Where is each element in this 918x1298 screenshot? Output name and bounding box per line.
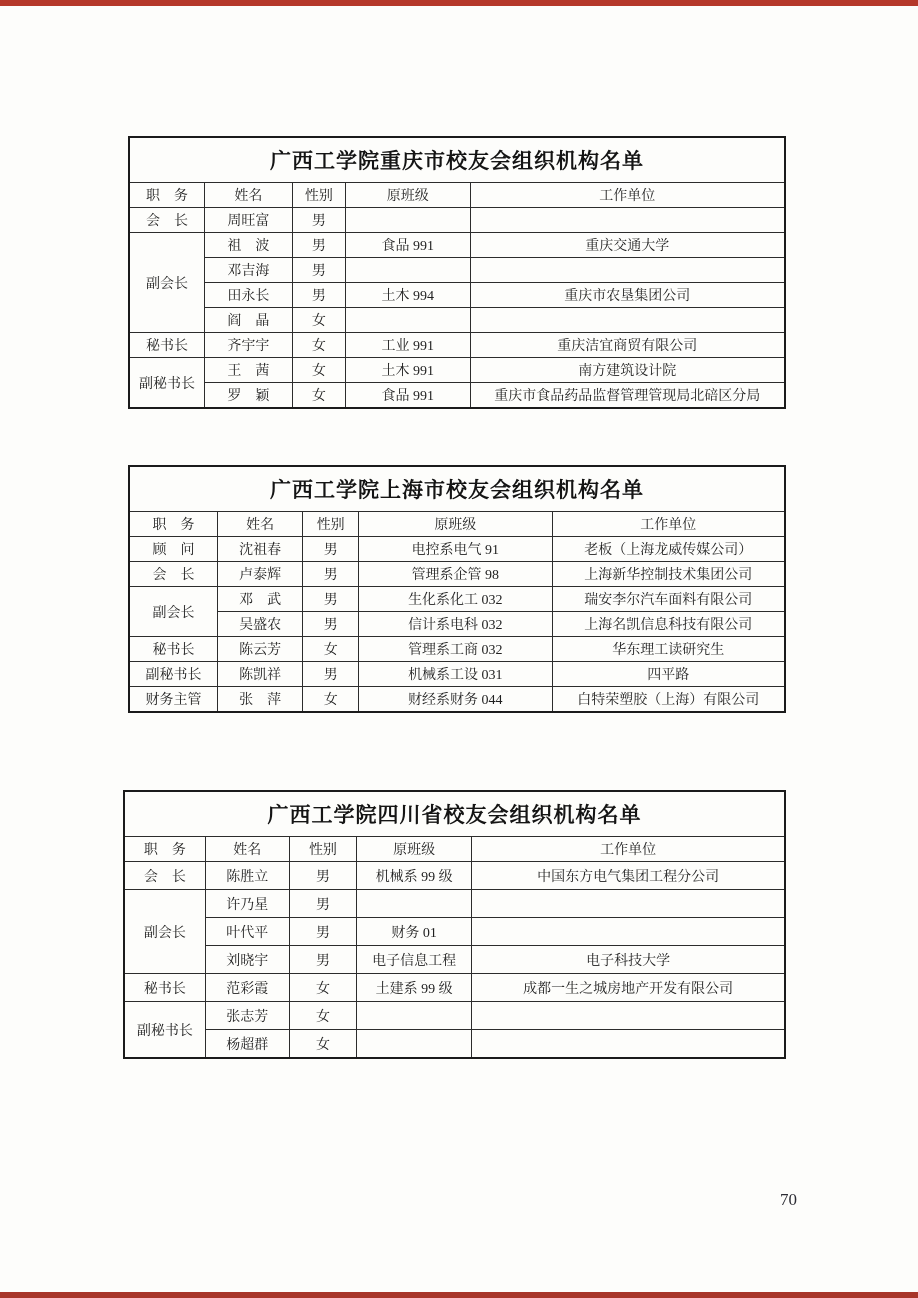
gender-cell: 男 xyxy=(289,946,356,974)
column-header: 原班级 xyxy=(345,183,470,208)
name-cell: 罗 颖 xyxy=(204,383,292,409)
class-cell xyxy=(357,1002,472,1030)
workplace-cell xyxy=(472,1030,785,1059)
table-row xyxy=(129,358,785,383)
table-shanghai-alumni xyxy=(128,465,786,713)
table-title: 广西工学院重庆市校友会组织机构名单 xyxy=(129,137,785,183)
column-header: 工作单位 xyxy=(472,837,785,862)
gender-cell: 男 xyxy=(303,537,359,562)
workplace-cell: 四平路 xyxy=(552,662,785,687)
workplace-cell: 成都一生之城房地产开发有限公司 xyxy=(472,974,785,1002)
gender-cell: 男 xyxy=(289,890,356,918)
table-row xyxy=(124,1002,785,1030)
name-cell: 范彩霞 xyxy=(205,974,289,1002)
table-row xyxy=(124,974,785,1002)
table-row xyxy=(129,383,785,409)
column-header: 职 务 xyxy=(129,512,218,537)
column-header: 性别 xyxy=(289,837,356,862)
gender-cell: 男 xyxy=(292,283,345,308)
gender-cell: 男 xyxy=(292,208,345,233)
table-row xyxy=(124,946,785,974)
column-header: 性别 xyxy=(292,183,345,208)
table-row xyxy=(124,862,785,890)
position-cell: 副会长 xyxy=(129,233,204,333)
position-cell: 会 长 xyxy=(124,862,205,890)
column-header: 原班级 xyxy=(359,512,553,537)
name-cell: 杨超群 xyxy=(205,1030,289,1059)
gender-cell: 男 xyxy=(292,233,345,258)
name-cell: 陈凯祥 xyxy=(218,662,303,687)
table-row xyxy=(129,283,785,308)
name-cell: 吴盛农 xyxy=(218,612,303,637)
gender-cell: 女 xyxy=(292,308,345,333)
name-cell: 张 萍 xyxy=(218,687,303,713)
table-row xyxy=(129,208,785,233)
page-number: 70 xyxy=(780,1190,797,1209)
table-row xyxy=(129,612,785,637)
gender-cell: 女 xyxy=(292,383,345,409)
table-row xyxy=(124,918,785,946)
workplace-cell: 电子科技大学 xyxy=(472,946,785,974)
position-cell: 副会长 xyxy=(129,587,218,637)
position-cell: 秘书长 xyxy=(124,974,205,1002)
gender-cell: 女 xyxy=(289,1030,356,1059)
column-header: 原班级 xyxy=(357,837,472,862)
table-row xyxy=(129,308,785,333)
roster-table xyxy=(128,465,786,713)
class-cell: 财经系财务 044 xyxy=(359,687,553,713)
roster-table xyxy=(128,136,786,409)
name-cell: 祖 波 xyxy=(204,233,292,258)
workplace-cell xyxy=(472,890,785,918)
gender-cell: 女 xyxy=(303,687,359,713)
gender-cell: 男 xyxy=(292,258,345,283)
class-cell: 土木 991 xyxy=(345,358,470,383)
column-header: 性别 xyxy=(303,512,359,537)
position-cell: 会 长 xyxy=(129,562,218,587)
name-cell: 邓吉海 xyxy=(204,258,292,283)
class-cell xyxy=(345,258,470,283)
workplace-cell: 华东理工读研究生 xyxy=(552,637,785,662)
name-cell: 陈胜立 xyxy=(205,862,289,890)
workplace-cell xyxy=(470,258,785,283)
workplace-cell xyxy=(470,208,785,233)
class-cell: 财务 01 xyxy=(357,918,472,946)
workplace-cell: 瑞安李尔汽车面料有限公司 xyxy=(552,587,785,612)
table-title: 广西工学院上海市校友会组织机构名单 xyxy=(129,466,785,512)
table-row xyxy=(124,1030,785,1059)
workplace-cell: 重庆市农垦集团公司 xyxy=(470,283,785,308)
column-header: 姓名 xyxy=(218,512,303,537)
workplace-cell: 上海新华控制技术集团公司 xyxy=(552,562,785,587)
name-cell: 卢泰辉 xyxy=(218,562,303,587)
class-cell: 生化系化工 032 xyxy=(359,587,553,612)
class-cell: 工业 991 xyxy=(345,333,470,358)
name-cell: 陈云芳 xyxy=(218,637,303,662)
table-row xyxy=(129,537,785,562)
table-row xyxy=(129,333,785,358)
table-chongqing-alumni xyxy=(128,136,786,409)
column-header: 工作单位 xyxy=(470,183,785,208)
name-cell: 许乃星 xyxy=(205,890,289,918)
name-cell: 邓 武 xyxy=(218,587,303,612)
column-header: 职 务 xyxy=(129,183,204,208)
class-cell: 管理系企管 98 xyxy=(359,562,553,587)
workplace-cell xyxy=(472,918,785,946)
class-cell: 食品 991 xyxy=(345,383,470,409)
position-cell: 会 长 xyxy=(129,208,204,233)
table-row xyxy=(124,890,785,918)
gender-cell: 男 xyxy=(289,918,356,946)
gender-cell: 女 xyxy=(303,637,359,662)
class-cell xyxy=(357,1030,472,1059)
column-header: 姓名 xyxy=(205,837,289,862)
column-header: 职 务 xyxy=(124,837,205,862)
workplace-cell: 老板（上海龙威传媒公司） xyxy=(552,537,785,562)
workplace-cell: 重庆市食品药品监督管理管现局北碚区分局 xyxy=(470,383,785,409)
name-cell: 阎 晶 xyxy=(204,308,292,333)
gender-cell: 男 xyxy=(289,862,356,890)
name-cell: 刘晓宇 xyxy=(205,946,289,974)
gender-cell: 女 xyxy=(289,1002,356,1030)
class-cell: 管理系工商 032 xyxy=(359,637,553,662)
workplace-cell: 重庆交通大学 xyxy=(470,233,785,258)
class-cell: 食品 991 xyxy=(345,233,470,258)
gender-cell: 男 xyxy=(303,662,359,687)
workplace-cell: 南方建筑设计院 xyxy=(470,358,785,383)
table-row xyxy=(129,233,785,258)
class-cell: 电子信息工程 xyxy=(357,946,472,974)
class-cell: 电控系电气 91 xyxy=(359,537,553,562)
workplace-cell: 中国东方电气集团工程分公司 xyxy=(472,862,785,890)
class-cell: 机械系工设 031 xyxy=(359,662,553,687)
table-title: 广西工学院四川省校友会组织机构名单 xyxy=(124,791,785,837)
class-cell: 信计系电科 032 xyxy=(359,612,553,637)
class-cell xyxy=(345,208,470,233)
name-cell: 沈祖春 xyxy=(218,537,303,562)
gender-cell: 女 xyxy=(289,974,356,1002)
table-row xyxy=(129,662,785,687)
table-row xyxy=(129,587,785,612)
position-cell: 副秘书长 xyxy=(124,1002,205,1059)
gender-cell: 女 xyxy=(292,333,345,358)
class-cell xyxy=(357,890,472,918)
workplace-cell: 上海名凯信息科技有限公司 xyxy=(552,612,785,637)
workplace-cell: 白特荣塑胶（上海）有限公司 xyxy=(552,687,785,713)
bottom-red-bar xyxy=(0,1292,918,1298)
gender-cell: 女 xyxy=(292,358,345,383)
column-header: 工作单位 xyxy=(552,512,785,537)
column-header: 姓名 xyxy=(204,183,292,208)
position-cell: 秘书长 xyxy=(129,333,204,358)
position-cell: 财务主管 xyxy=(129,687,218,713)
name-cell: 叶代平 xyxy=(205,918,289,946)
position-cell: 副会长 xyxy=(124,890,205,974)
position-cell: 顾 问 xyxy=(129,537,218,562)
gender-cell: 男 xyxy=(303,612,359,637)
workplace-cell xyxy=(470,308,785,333)
gender-cell: 男 xyxy=(303,587,359,612)
gender-cell: 男 xyxy=(303,562,359,587)
workplace-cell xyxy=(472,1002,785,1030)
name-cell: 田永长 xyxy=(204,283,292,308)
top-red-bar xyxy=(0,0,918,6)
table-row xyxy=(129,562,785,587)
position-cell: 副秘书长 xyxy=(129,358,204,409)
table-row xyxy=(129,258,785,283)
class-cell xyxy=(345,308,470,333)
class-cell: 土建系 99 级 xyxy=(357,974,472,1002)
name-cell: 王 茜 xyxy=(204,358,292,383)
roster-table xyxy=(123,790,786,1059)
name-cell: 周旺富 xyxy=(204,208,292,233)
table-row xyxy=(129,687,785,713)
name-cell: 齐宇宇 xyxy=(204,333,292,358)
table-sichuan-alumni xyxy=(123,790,786,1059)
workplace-cell: 重庆洁宜商贸有限公司 xyxy=(470,333,785,358)
name-cell: 张志芳 xyxy=(205,1002,289,1030)
table-row xyxy=(129,637,785,662)
position-cell: 副秘书长 xyxy=(129,662,218,687)
class-cell: 机械系 99 级 xyxy=(357,862,472,890)
class-cell: 土木 994 xyxy=(345,283,470,308)
position-cell: 秘书长 xyxy=(129,637,218,662)
